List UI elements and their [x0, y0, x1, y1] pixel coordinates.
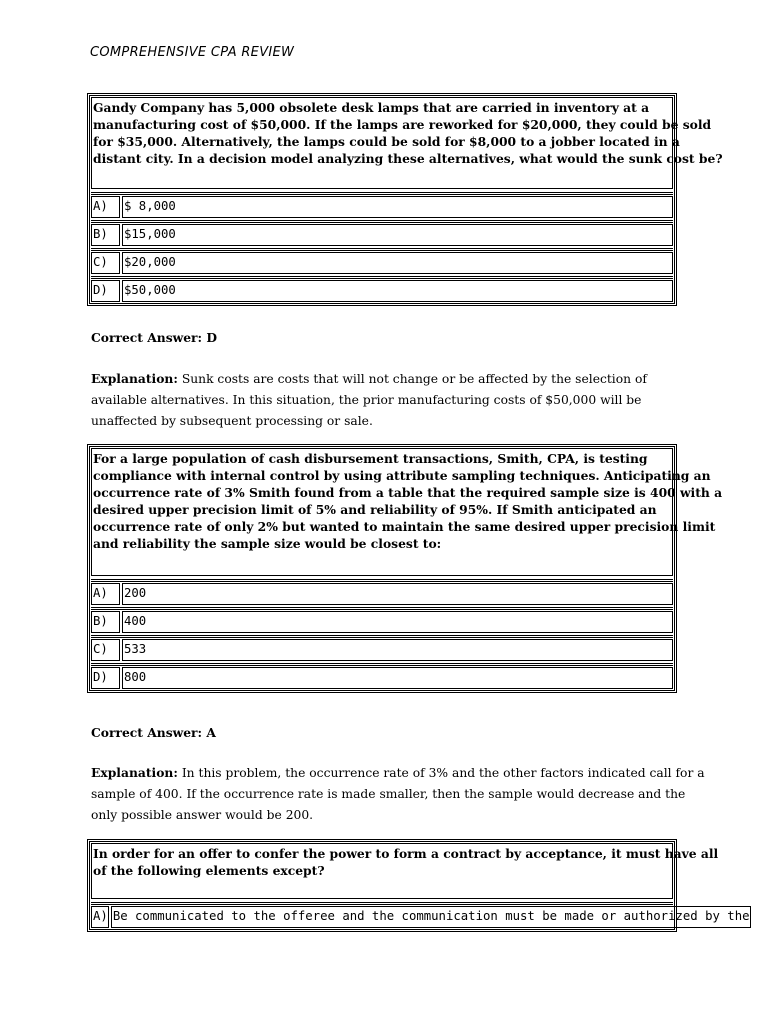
option-text: $50,000: [122, 280, 673, 302]
question-line: for $35,000. Alternatively, the lamps could be sold for $8,000 to a jobber located in a: [93, 134, 680, 149]
explanation-label: Explanation:: [91, 765, 178, 780]
explanation-label: Explanation:: [91, 371, 178, 386]
option-row[interactable]: [91, 192, 673, 218]
explanation-text: In this problem, the occurrence rate of 3% and the other factors indicated call for a: [181, 766, 705, 780]
option-label: B): [91, 224, 120, 246]
question-table: [87, 839, 750, 932]
correct-answer: Correct Answer: D: [91, 330, 217, 345]
option-text: 800: [122, 667, 673, 689]
question-line: distant city. In a decision model analyzing these alternatives, what would the sunk cost be?: [93, 151, 723, 166]
option-text: Be communicated to the offeree and the communication must be made or authorized by the: [111, 906, 751, 928]
question-line: manufacturing cost of $50,000. If the lamps are reworked for $20,000, they could be sold: [93, 117, 712, 132]
option-row[interactable]: [91, 248, 673, 274]
question-line: occurrence rate of only 2% but wanted to maintain the same desired upper precision limit: [93, 519, 716, 534]
option-row[interactable]: [91, 276, 673, 302]
option-label: C): [91, 252, 120, 274]
option-row[interactable]: [91, 220, 673, 246]
option-text: $15,000: [122, 224, 673, 246]
question-line: desired upper precision limit of 5% and reliability of 95%. If Smith anticipated an: [93, 502, 657, 517]
question-line: In order for an offer to confer the power to form a contract by acceptance, it must have all: [93, 846, 719, 861]
page-header: COMPREHENSIVE CPA REVIEW: [90, 45, 295, 60]
option-label: A): [91, 196, 120, 218]
question-line: compliance with internal control by using attribute sampling techniques. Anticipating an: [93, 468, 711, 483]
explanation: [91, 368, 681, 432]
option-row[interactable]: [91, 635, 673, 661]
explanation: [91, 762, 705, 826]
question-line: of the following elements except?: [93, 863, 325, 878]
explanation-line: [91, 368, 681, 390]
option-row[interactable]: [91, 579, 673, 605]
explanation-line: sample of 400. If the occurrence rate is made smaller, then the sample would decrease and the: [91, 787, 686, 801]
question-text: [91, 843, 719, 899]
option-label: B): [91, 611, 120, 633]
option-label: D): [91, 280, 120, 302]
explanation-line: only possible answer would be 200.: [91, 808, 314, 822]
question-line: and reliability the sample size would be closest to:: [93, 536, 442, 551]
question-line: For a large population of cash disbursement transactions, Smith, CPA, is testing: [93, 451, 648, 466]
explanation-line: [91, 762, 705, 784]
question-table: [87, 93, 723, 306]
explanation-line: available alternatives. In this situation, the prior manufacturing costs of $50,000 will be: [91, 393, 642, 407]
question-text: [91, 448, 723, 576]
option-text: 533: [122, 639, 673, 661]
explanation-text: Sunk costs are costs that will not change or be affected by the selection of: [181, 372, 647, 386]
option-label: A): [91, 583, 120, 605]
option-row[interactable]: [91, 607, 673, 633]
question-text: [91, 97, 723, 189]
option-label: C): [91, 639, 120, 661]
option-row[interactable]: [91, 902, 750, 928]
question-line: Gandy Company has 5,000 obsolete desk lamps that are carried in inventory at a: [93, 100, 650, 115]
option-text: 400: [122, 611, 673, 633]
option-label: D): [91, 667, 120, 689]
option-text: $ 8,000: [122, 196, 673, 218]
question-table: [87, 444, 723, 693]
option-row[interactable]: [91, 663, 673, 689]
correct-answer: Correct Answer: A: [91, 725, 216, 740]
option-text: $20,000: [122, 252, 673, 274]
question-line: occurrence rate of 3% Smith found from a table that the required sample size is 400 with a: [93, 485, 723, 500]
option-label: A): [91, 906, 109, 928]
option-text: 200: [122, 583, 673, 605]
explanation-line: unaffected by subsequent processing or sale.: [91, 414, 373, 428]
